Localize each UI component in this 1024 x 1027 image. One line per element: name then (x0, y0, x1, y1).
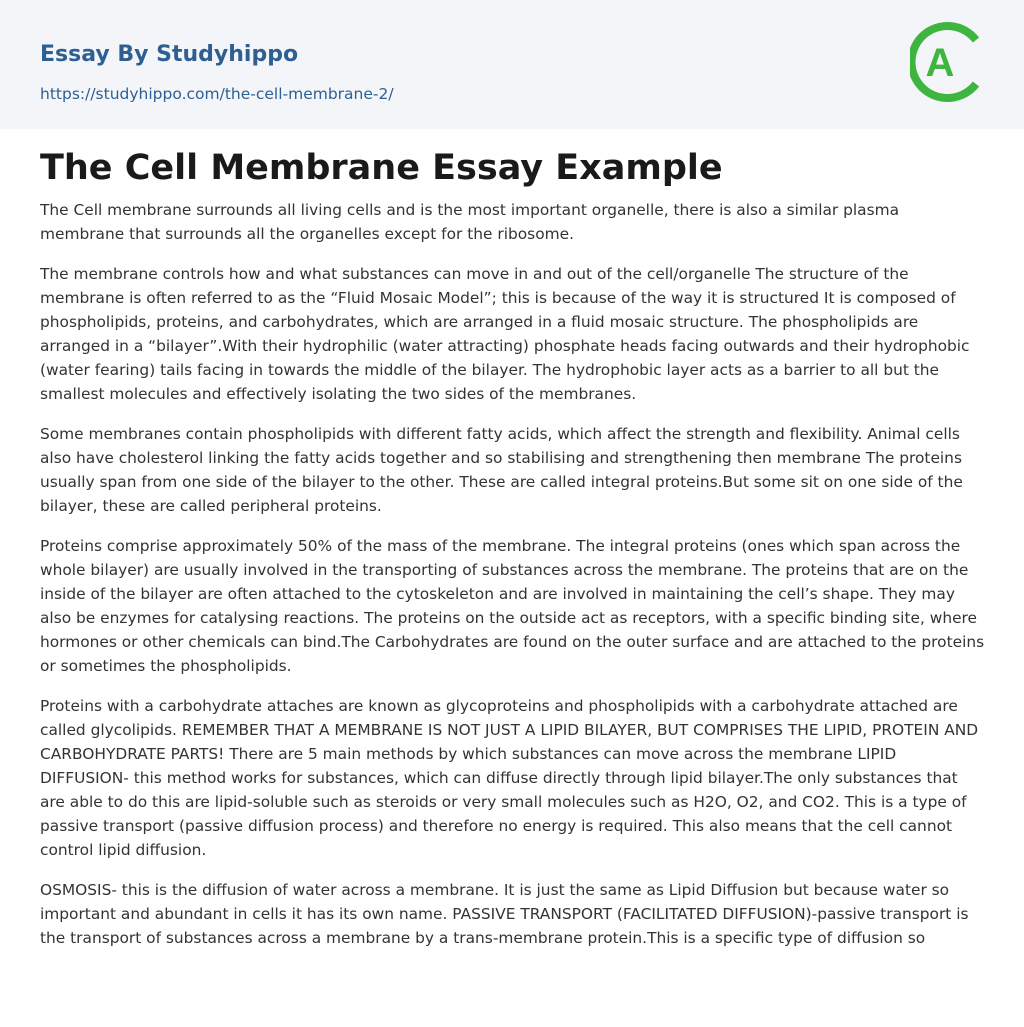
page-title: The Cell Membrane Essay Example (40, 148, 723, 188)
site-title[interactable]: Essay By Studyhippo (40, 42, 299, 67)
article-paragraph: Some membranes contain phospholipids with different fatty acids, which affect the strength and flexibility. Animal cells also have cholesterol linking the fatty acids together and so stabilising and strengthening then membrane The proteins usually span from one side of the bilayer to the other. These are called integral proteins.But some sit on one side of the bilayer, these are called peripheral proteins. (40, 425, 963, 515)
article-paragraph: Proteins with a carbohydrate attaches are known as glycoproteins and phospholipids with a carbohydrate attached are called glycolipids. REMEMBER THAT A MEMBRANE IS NOT JUST A LIPID BILAYER, BUT COMPRISES THE LIPID, PROTEIN AND CARBOHYDRATE PARTS! There are 5 main methods by which substances can move across the membrane LIPID DIFFUSION- this method works for substances, which can diffuse directly through lipid bilayer.The only substances that are able to do this are lipid-soluble such as steroids or very small molecules such as H2O, O2, and CO2. This is a type of passive transport (passive diffusion process) and therefore no energy is required. This also means that the cell cannot control lipid diffusion. (40, 697, 979, 859)
article-paragraph: The Cell membrane surrounds all living cells and is the most important organelle, there is also a similar plasma membrane that surrounds all the organelles except for the ribosome. (40, 201, 900, 243)
article-paragraph: Proteins comprise approximately 50% of the mass of the membrane. The integral proteins (ones which span across the whole bilayer) are usually involved in the transporting of substances across the membrane. The proteins that are on the inside of the bilayer are often attached to the cytoskeleton and are involved in maintaining the cell’s shape. They may also be enzymes for catalysing reactions. The proteins on the outside act as receptors, with a specific binding site, where hormones or other chemicals can bind.The Carbohydrates are found on the outer surface and are attached to the proteins or sometimes the phospholipids. (40, 537, 985, 675)
article-paragraph: OSMOSIS- this is the diffusion of water across a membrane. It is just the same as Lipid Diffusion but because water so important and abundant in cells it has its own name. PASSIVE TRANSPORT (FACILITATED DIFFUSION)-passive transport is the transport of substances across a membrane by a trans-membrane protein.This is a specific type of diffusion so (40, 881, 969, 947)
studyhippo-logo-icon[interactable] (910, 18, 988, 106)
article-paragraph: The membrane controls how and what substances can move in and out of the cell/organelle The structure of the membrane is often referred to as the “Fluid Mosaic Model”; this is because of the way it is structured It is composed of phospholipids, proteins, and carbohydrates, which are arranged in a fluid mosaic structure. The phospholipids are arranged in a “bilayer”.With their hydrophilic (water attracting) phosphate heads facing outwards and their hydrophobic (water fearing) tails facing in towards the middle of the bilayer. The hydrophobic layer acts as a barrier to all but the smallest molecules and effectively isolating the two sides of the membranes. (40, 265, 970, 403)
site-header (0, 0, 1024, 129)
article (40, 146, 986, 966)
page-url-link[interactable]: https://studyhippo.com/the-cell-membrane-2/ (40, 85, 394, 103)
logo-letter: A (925, 41, 955, 85)
